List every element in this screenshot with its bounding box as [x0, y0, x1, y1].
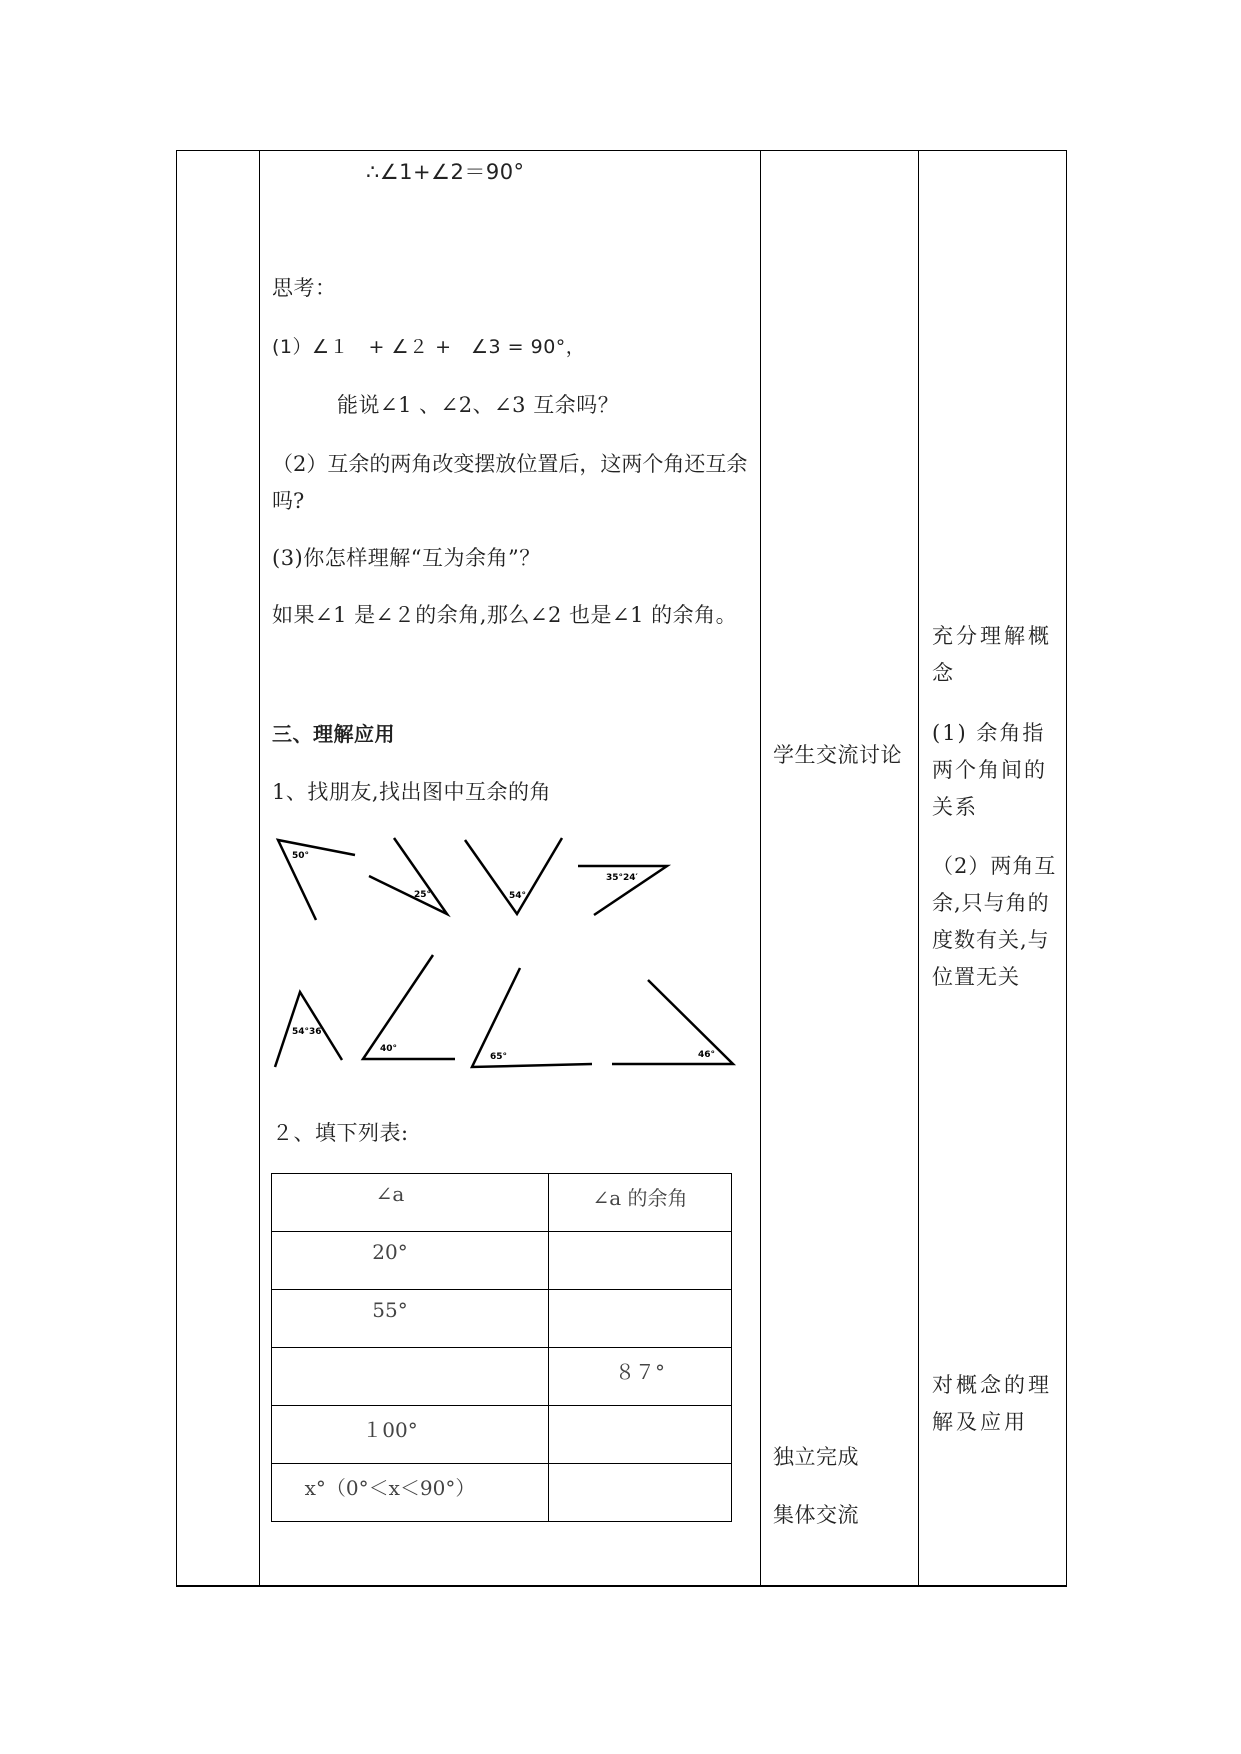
table-header-complement: ∠a 的余角 — [549, 1174, 732, 1232]
section-heading: 三、理解应用 — [272, 722, 395, 746]
intent-position-note: （2）两角互余,只与角的度数有关,与位置无关 — [932, 854, 1057, 989]
angle-label-65: 65° — [490, 1052, 508, 1062]
table-row — [272, 1232, 732, 1290]
angle-figure-54 — [465, 838, 562, 914]
table-cell: ８７° — [549, 1348, 732, 1406]
angle-label-54: 54° — [509, 891, 527, 901]
angle-label-35-24: 35°24′ — [606, 873, 638, 883]
table-row — [272, 1348, 732, 1406]
think-question-2: （2）互余的两角改变摆放位置后，这两个角还互余吗? — [272, 452, 748, 513]
table-cell[interactable] — [549, 1464, 732, 1522]
think-heading: 思考： — [272, 276, 337, 300]
think-question-3: (3)你怎样理解“互为余角”？ — [272, 546, 541, 570]
angle-label-54-36: 54°36′ — [292, 1027, 324, 1037]
table-row — [272, 1464, 732, 1522]
proof-conclusion: ∴∠1+∠2＝90° — [366, 160, 525, 184]
angle-label-46: 46° — [698, 1050, 716, 1060]
think-question-1: (1）∠１ + ∠２ + ∠3 = 90°， — [272, 336, 586, 358]
table-row — [272, 1406, 732, 1464]
intent-relation-note: (1) 余角指两个角间的关系 — [932, 721, 1047, 819]
angle-figure-40 — [363, 955, 455, 1059]
fill-in-table — [271, 1173, 732, 1522]
think-question-1-cont: 能说∠1 、∠2、∠3 互余吗？ — [337, 393, 620, 417]
table-header-row — [272, 1174, 732, 1232]
table-cell[interactable] — [549, 1290, 732, 1348]
angle-figure-50 — [278, 840, 355, 920]
think-answer: 如果∠1 是∠２的余角,那么∠2 也是∠1 的余角。 — [272, 603, 738, 627]
table-cell: 20° — [272, 1232, 549, 1290]
table-cell: 55° — [272, 1290, 549, 1348]
student-group: 集体交流 — [773, 1503, 859, 1527]
angle-label-25: 25° — [414, 890, 432, 900]
student-discuss: 学生交流讨论 — [773, 743, 902, 767]
student-independent: 独立完成 — [773, 1445, 859, 1469]
table-cell: x°（0°＜x＜90°） — [272, 1464, 549, 1522]
table-header-angle: ∠a — [272, 1174, 549, 1232]
table-cell[interactable] — [272, 1348, 549, 1406]
table-cell[interactable] — [549, 1232, 732, 1290]
intent-understand-concept: 充分理解概念 — [932, 624, 1052, 685]
intent-application: 对概念的理解及应用 — [932, 1373, 1052, 1434]
task-1-label: 1、找朋友,找出图中互余的角 — [272, 780, 552, 804]
task-2-label: ２、填下列表: — [272, 1121, 409, 1145]
table-cell: １00° — [272, 1406, 549, 1464]
table-row — [272, 1290, 732, 1348]
angle-figure-25 — [369, 838, 447, 914]
angle-label-50: 50° — [292, 851, 310, 861]
table-cell[interactable] — [549, 1406, 732, 1464]
angle-label-40: 40° — [380, 1044, 398, 1054]
